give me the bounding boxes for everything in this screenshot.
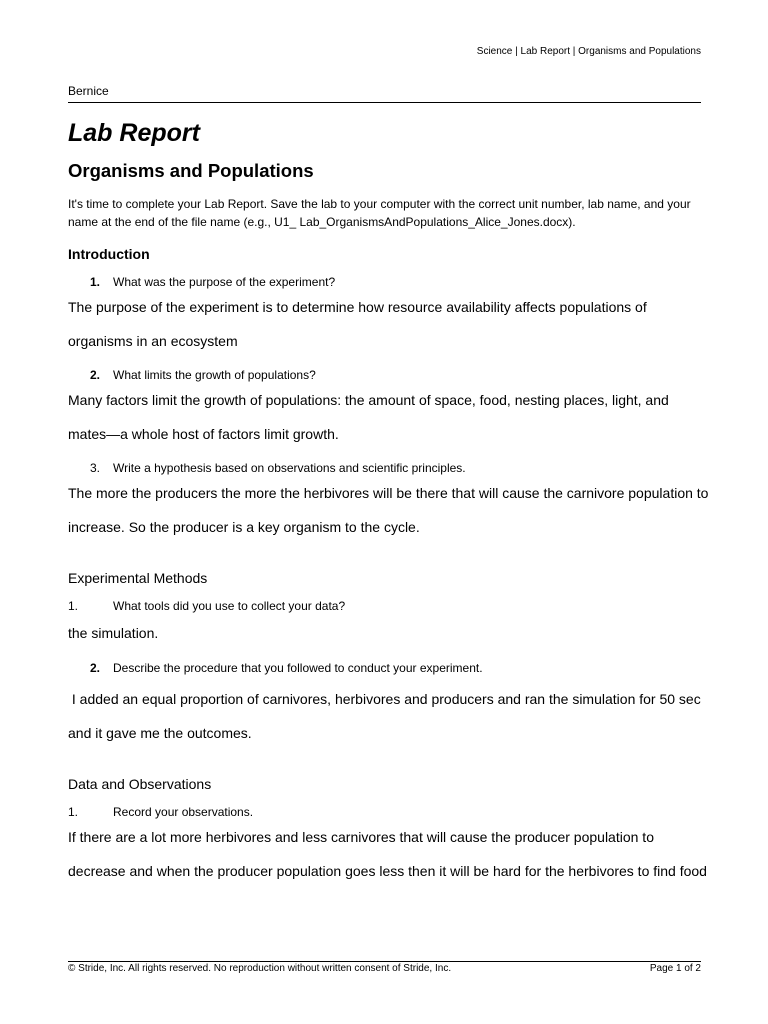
section-heading-observations: Data and Observations (68, 776, 212, 792)
question-number: 1. (68, 599, 79, 613)
page-subtitle: Organisms and Populations (68, 160, 314, 181)
question-number: 1. (68, 805, 79, 819)
question-intro-3 (90, 461, 466, 475)
question-methods-1 (68, 599, 345, 613)
page-title: Lab Report (68, 119, 200, 147)
question-methods-2 (90, 661, 483, 675)
instructions-text: It's time to complete your Lab Report. Save the lab to your computer with the correct unit number, lab name, and your name at the end of the file name (e.g., U1_ Lab_OrganismsAndPopulations_Alice_Jones.docx). (68, 197, 691, 229)
question-text: Write a hypothesis based on observations and scientific principles. (113, 461, 466, 475)
answer-methods-1: the simulation. (68, 625, 159, 641)
footer-page-number: Page 1 of 2 (649, 963, 701, 974)
question-text: What tools did you use to collect your data? (113, 599, 346, 613)
document-page (68, 0, 709, 1024)
footer-copyright: © Stride, Inc. All rights reserved. No reproduction without written consent of Stride, Inc. (68, 963, 452, 974)
question-text: What was the purpose of the experiment? (113, 275, 336, 289)
header-breadcrumb: Science | Lab Report | Organisms and Populations (476, 46, 701, 57)
question-text: Record your observations. (113, 805, 254, 819)
answer-intro-2-line-1: Many factors limit the growth of populations: the amount of space, food, nesting places, light, and (68, 392, 669, 408)
answer-intro-2-line-2: mates—a whole host of factors limit growth. (68, 426, 339, 442)
answer-methods-2-line-2: and it gave me the outcomes. (68, 725, 252, 741)
footer-divider (68, 961, 701, 962)
question-intro-2 (90, 368, 316, 382)
header-divider (68, 102, 701, 103)
question-observations-1 (68, 805, 253, 819)
student-name: Bernice (68, 84, 109, 98)
question-number: 1. (90, 275, 101, 289)
question-number: 2. (90, 661, 101, 675)
question-text: Describe the procedure that you followed to conduct your experiment. (113, 661, 483, 675)
section-heading-introduction: Introduction (68, 246, 150, 262)
section-heading-methods: Experimental Methods (68, 570, 208, 586)
answer-observations-1-line-1: If there are a lot more herbivores and less carnivores that will cause the producer population to (68, 829, 654, 845)
answer-observations-1-line-2: decrease and when the producer population goes less then it will be hard for the herbivores to find food (68, 863, 707, 879)
question-number: 3. (90, 461, 101, 475)
answer-intro-1-line-1: The purpose of the experiment is to determine how resource availability affects populations of (68, 299, 647, 315)
question-number: 2. (90, 368, 101, 382)
answer-intro-3-line-1: The more the producers the more the herbivores will be there that will cause the carnivore population to (68, 485, 709, 501)
question-text: What limits the growth of populations? (113, 368, 316, 382)
answer-intro-3-line-2: increase. So the producer is a key organism to the cycle. (68, 519, 420, 535)
answer-intro-1-line-2: organisms in an ecosystem (68, 333, 238, 349)
answer-methods-2-line-1: I added an equal proportion of carnivores, herbivores and producers and ran the simulation for 50 sec (68, 691, 701, 707)
question-intro-1 (90, 275, 335, 289)
